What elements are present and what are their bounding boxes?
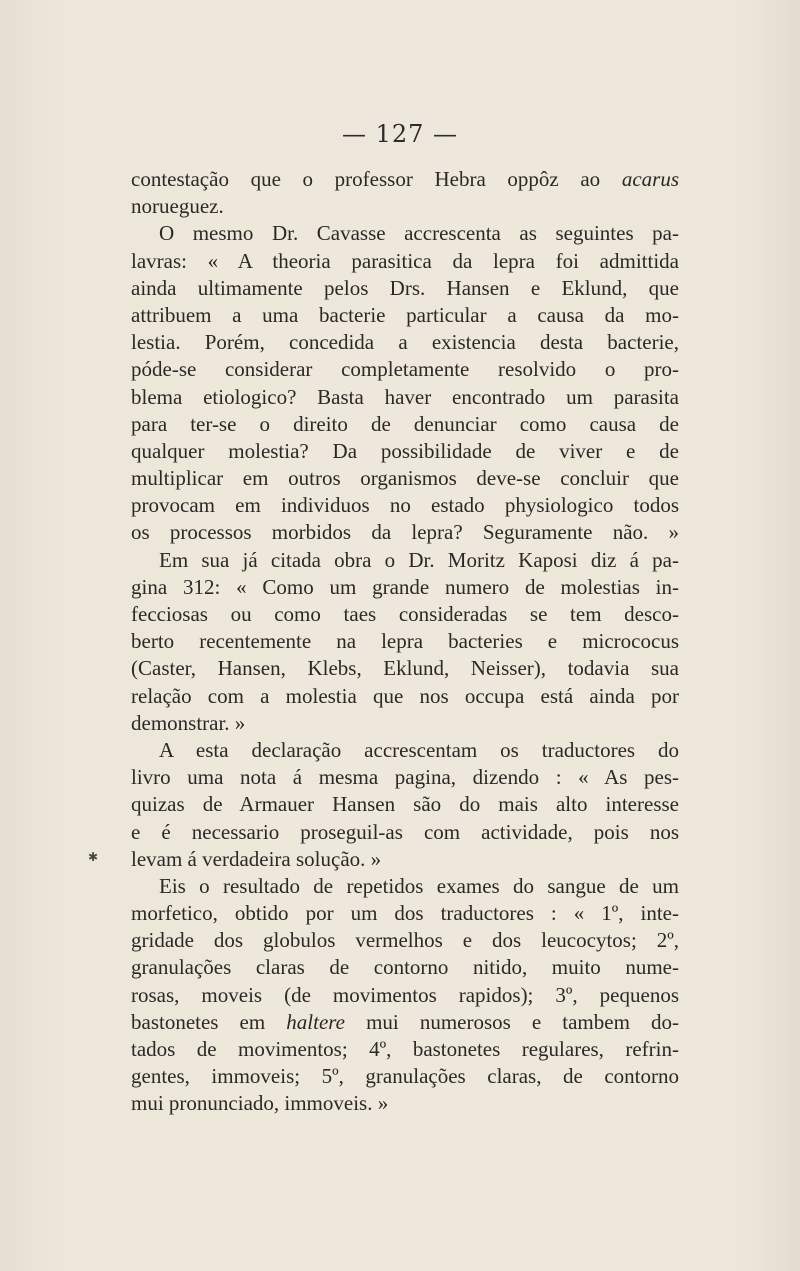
text-span: mui pronunciado, immoveis. » — [131, 1091, 389, 1116]
text-line — [131, 574, 679, 601]
text-span: póde-se considerar completamente resolvido o pro- — [131, 357, 679, 382]
text-span: multiplicar em outros organismos deve-se concluir que — [131, 466, 679, 491]
text-line — [131, 846, 679, 873]
text-line — [131, 982, 679, 1009]
text-span: tados de movimentos; 4º, bastonetes regulares, refrin- — [131, 1037, 679, 1061]
text-span: gentes, immoveis; 5º, granulações claras, de contorno — [131, 1064, 679, 1089]
text-line — [131, 873, 679, 900]
text-line — [131, 302, 679, 329]
text-span: (Caster, Hansen, Klebs, Eklund, Neisser), todavia sua — [131, 656, 679, 681]
text-line — [131, 791, 679, 818]
page-number: — 127 — — [341, 120, 459, 148]
text-line — [131, 819, 679, 846]
text-line — [131, 248, 679, 275]
text-line — [131, 356, 679, 383]
text-line — [131, 900, 679, 927]
text-span: gina 312: « Como um grande numero de molestias in- — [131, 574, 679, 599]
text-span: rosas, moveis (de movimentos rapidos); 3º, pequenos — [131, 982, 679, 1007]
margin-mark: ✱ — [88, 850, 99, 864]
text-span: e é necessario proseguil-as com actividade, pois nos — [131, 819, 679, 844]
text-span: lestia. Porém, concedida a existencia desta bacterie, — [131, 330, 679, 355]
text-line — [131, 628, 679, 655]
text-line — [131, 927, 679, 954]
text-line — [131, 166, 679, 193]
text-span: morfetico, obtido por um dos traductores : « 1º, inte- — [131, 901, 679, 926]
text-span: granulações claras de contorno nitido, muito nume- — [131, 955, 679, 980]
text-span: relação com a molestia que nos occupa está ainda por — [131, 683, 679, 708]
text-line — [131, 655, 679, 682]
text-line — [131, 411, 679, 438]
text-line — [131, 710, 679, 737]
body-text — [131, 166, 679, 1118]
text-span: attribuem a uma bacterie particular a causa da mo- — [131, 302, 679, 327]
text-span: Eis o resultado de repetidos exames do sangue de um — [159, 873, 679, 898]
text-line — [131, 1036, 679, 1063]
text-line — [131, 764, 679, 791]
text-line — [131, 193, 679, 220]
text-line — [131, 329, 679, 356]
text-line — [131, 492, 679, 519]
text-line — [131, 519, 679, 546]
text-span: levam á verdadeira solução. » — [131, 846, 382, 871]
text-span: contestação que o professor Hebra oppôz ao — [131, 167, 622, 191]
text-span: gridade dos globulos vermelhos e dos leucocytos; 2º, — [131, 928, 679, 953]
text-line — [131, 954, 679, 981]
text-line — [131, 384, 679, 411]
text-line — [131, 1063, 679, 1090]
text-line — [131, 1009, 679, 1036]
text-span: qualquer molestia? Da possibilidade de viver e de — [131, 438, 679, 463]
text-line — [131, 275, 679, 302]
text-line — [131, 737, 679, 764]
text-span: fecciosas ou como taes consideradas se tem desco- — [131, 602, 679, 626]
text-line — [131, 547, 679, 574]
text-span: O mesmo Dr. Cavasse accrescenta as seguintes pa- — [159, 221, 679, 246]
text-span: berto recentemente na lepra bacteries e micrococus — [131, 629, 679, 654]
text-span: ainda ultimamente pelos Drs. Hansen e Eklund, que — [131, 275, 679, 300]
text-line — [131, 220, 679, 247]
text-span: para ter-se o direito de denunciar como causa de — [131, 411, 679, 436]
text-line — [131, 683, 679, 710]
text-span: norueguez. — [131, 194, 224, 219]
text-line — [131, 1090, 679, 1117]
text-span: provocam em individuos no estado physiologico todos — [131, 493, 679, 518]
italic-term: acarus — [621, 167, 679, 191]
text-span: bastonetes em — [131, 1009, 287, 1034]
text-span: quizas de Armauer Hansen são do mais alto interesse — [131, 792, 679, 817]
text-span: mui numerosos e tambem do- — [345, 1009, 679, 1034]
text-span: os processos morbidos da lepra? Seguramente não. » — [131, 520, 679, 545]
text-line — [131, 601, 679, 628]
text-span: demonstrar. » — [131, 710, 246, 735]
italic-term: haltere — [286, 1009, 345, 1034]
text-line — [131, 465, 679, 492]
text-span: blema etiologico? Basta haver encontrado um parasita — [131, 384, 679, 409]
text-span: livro uma nota á mesma pagina, dizendo : « As pes- — [131, 765, 679, 790]
text-span: lavras: « A theoria parasitica da lepra foi admittida — [131, 248, 679, 273]
text-span: A esta declaração accrescentam os traductores do — [159, 737, 679, 762]
text-line — [131, 438, 679, 465]
text-span: Em sua já citada obra o Dr. Moritz Kaposi diz á pa- — [159, 547, 679, 572]
